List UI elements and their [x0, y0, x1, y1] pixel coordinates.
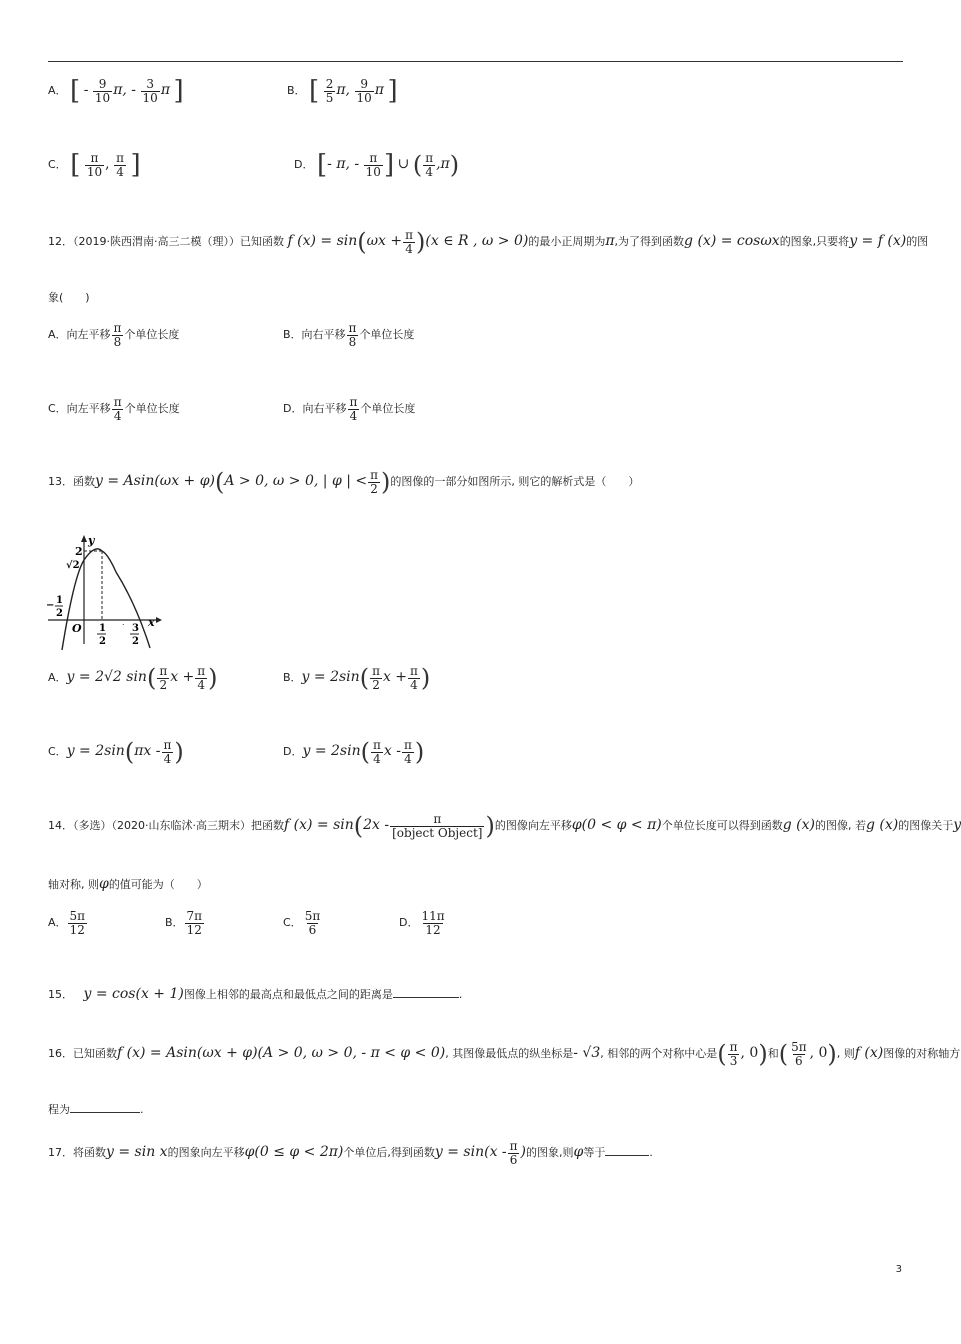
question-number: 16．已知函数: [48, 1047, 117, 1060]
page-number: 3: [895, 1264, 902, 1275]
fraction: $\frac{\pi}{4}$: [197, 663, 206, 692]
fraction: $\frac{9}{10}$: [356, 76, 372, 105]
fraction: $\frac{\pi}{10}$: [365, 150, 381, 179]
fraction: $\frac{5\pi}{6}$: [791, 1039, 807, 1068]
tick-label-sqrt2: √2: [66, 560, 80, 571]
union-symbol: ∪: [397, 156, 410, 172]
math-text: π, -: [113, 82, 137, 98]
fraction: $\frac{5\pi}{12}$: [69, 909, 86, 937]
fraction: $\frac{9}{10}$: [94, 76, 111, 105]
q11-option-d[interactable]: D． [- π, - $\frac{\pi}{10}$ ] ∪ ( $\frac{\pi}{4}$ ,π): [294, 150, 460, 180]
fraction: $\frac{\pi}{4}$: [116, 150, 124, 179]
q11-option-a[interactable]: A． [ - $\frac{9}{10}$ π, - $\frac{3}{10}$ π ]: [48, 76, 184, 106]
svg-text:.: .: [122, 618, 125, 627]
fraction: $\frac{\pi}{\text{[object Object]}}$: [392, 811, 483, 840]
q13-stem: 13．函数y = Asin(ωx + φ)(A > 0, ω > 0, | φ | < $\frac{\pi}{2}$ )的图像的一部分如图所示, 则它的解析式是（ ）: [48, 467, 640, 496]
fraction: $\frac{\pi}{3}$: [729, 1039, 738, 1068]
fraction: $\frac{\pi}{4}$: [163, 737, 172, 766]
fraction: $\frac{7\pi}{12}$: [186, 909, 203, 937]
fraction: $\frac{\pi}{8}$: [113, 321, 122, 349]
tick-label-x1-num: 1: [99, 623, 106, 634]
q12-option-c[interactable]: C．向左平移 $\frac{\pi}{4}$ 个单位长度: [48, 395, 180, 423]
q15-stem: 15． y = cos(x + 1)图像上相邻的最高点和最低点之间的距离是 .: [48, 986, 463, 1002]
math-text: - π, -: [327, 156, 360, 172]
q16-stem: 16．已知函数f (x) = Asin(ωx + φ)(A > 0, ω > 0, - π < φ < 0), 其图像最低点的纵坐标是- √3, 相邻的两个对称中心是( $\frac{\pi}{3}$ , 0)和( $\frac{5\pi}{6}$ , 0), 则f (x)图像的对称轴方: [48, 1039, 961, 1068]
q13-option-b[interactable]: B．y = 2sin( $\frac{\pi}{2}$ x + $\frac{\pi}{4}$ ): [283, 663, 431, 692]
answer-blank[interactable]: [70, 1102, 140, 1113]
x-label: x: [148, 616, 155, 629]
q14-option-b[interactable]: B． $\frac{7\pi}{12}$: [165, 909, 203, 937]
fraction: $\frac{\pi}{6}$: [509, 1139, 518, 1167]
math-text: ,: [105, 156, 110, 172]
q11-option-b[interactable]: B． [ $\frac{2}{5}$ π, $\frac{9}{10}$ π ]: [287, 76, 398, 106]
option-label: A．: [48, 84, 67, 97]
q11-option-c[interactable]: C． [ $\frac{\pi}{10}$ , $\frac{\pi}{4}$ ]: [48, 150, 141, 180]
tick-label-2: 2: [75, 545, 83, 558]
fraction: $\frac{\pi}{10}$: [86, 150, 103, 179]
q12-option-d[interactable]: D．向右平移 $\frac{\pi}{4}$ 个单位长度: [283, 395, 416, 423]
x-axis-arrow: [156, 617, 162, 623]
y-axis-arrow: [81, 535, 87, 542]
q13-option-c[interactable]: C．y = 2sin(πx - $\frac{\pi}{4}$ ): [48, 737, 184, 766]
question-source: （2019·陕西渭南·高三二模（理））已知函数: [73, 235, 284, 248]
question-number: 15．: [48, 988, 73, 1001]
q13-graph: [44, 532, 164, 650]
fraction: $\frac{11\pi}{12}$: [421, 909, 445, 937]
question-source: （多选）（2020·山东临沭·高三期末）把函数: [73, 819, 284, 832]
q12-option-a[interactable]: A．向左平移 $\frac{\pi}{8}$ 个单位长度: [48, 321, 180, 349]
q14-option-d[interactable]: D． $\frac{11\pi}{12}$: [399, 909, 445, 937]
fraction: $\frac{\pi}{2}$: [370, 467, 378, 496]
q14-stem-line2: 轴对称, 则φ的值可能为（ ）: [48, 876, 208, 892]
tick-label-neg-sign: −: [46, 600, 55, 611]
tick-label-neg-half-den: 2: [56, 608, 63, 619]
fraction: $\frac{\pi}{4}$: [405, 227, 414, 256]
question-number: 17．将函数: [48, 1146, 106, 1160]
fraction: $\frac{2}{5}$: [325, 76, 334, 105]
fraction: $\frac{\pi}{4}$: [349, 395, 358, 423]
q14-option-c[interactable]: C． $\frac{5\pi}{6}$: [283, 909, 321, 937]
q16-stem-line2: 程为 .: [48, 1103, 144, 1116]
fraction: $\frac{\pi}{2}$: [372, 663, 380, 692]
q13-option-d[interactable]: D．y = 2sin( $\frac{\pi}{4}$ x - $\frac{\pi}{4}$ ): [283, 737, 425, 766]
answer-blank[interactable]: [605, 1145, 649, 1156]
q17-stem: 17．将函数y = sin x的图象向左平移φ(0 ≤ φ < 2π)个单位后,得到函数y = sin(x - $\frac{\pi}{6}$ )的图象,则φ等于 .: [48, 1139, 653, 1167]
fraction: $\frac{\pi}{4}$: [425, 150, 434, 179]
q12-stem: 12．（2019·陕西渭南·高三二模（理））已知函数 f (x) = sin(ωx + $\frac{\pi}{4}$ )(x ∈ R , ω > 0)的最小正周期为π,为了得到函数g (x) = cosωx的图象,只要将y = f (x)的图: [48, 227, 929, 256]
question-number: 13．函数: [48, 475, 95, 488]
math-text: ,π: [436, 156, 450, 172]
q14-option-a[interactable]: A． $\frac{5\pi}{12}$: [48, 909, 86, 937]
option-label: C．: [48, 158, 67, 171]
top-rule: [48, 61, 903, 62]
q14-stem: 14．（多选）（2020·山东临沭·高三期末）把函数f (x) = sin(2x - $\frac{\pi}{\text{[object Object]}}$ )的图像向左平移φ(0 < φ < π)个单位长度可以得到函数g (x)的图像, 若g (x)的图像关于y: [48, 811, 961, 840]
answer-blank[interactable]: [393, 987, 459, 998]
math-text: π,: [336, 82, 350, 98]
fraction: $\frac{\pi}{4}$: [410, 663, 418, 692]
fraction: $\frac{3}{10}$: [142, 76, 158, 105]
origin-label: O: [72, 622, 82, 635]
q12-option-b[interactable]: B．向右平移 $\frac{\pi}{8}$ 个单位长度: [283, 321, 415, 349]
math-text: π: [160, 82, 171, 98]
option-label: D．: [294, 158, 314, 171]
option-label: B．: [287, 84, 306, 97]
fraction: $\frac{5\pi}{6}$: [304, 909, 321, 937]
fraction: $\frac{\pi}{4}$: [113, 395, 122, 423]
question-number: 14．: [48, 819, 73, 832]
fraction: $\frac{\pi}{2}$: [159, 663, 168, 692]
y-label: y: [88, 534, 95, 547]
question-number: 12．: [48, 235, 73, 248]
q12-stem-line2: 象( ): [48, 291, 90, 304]
math-text: π: [374, 82, 384, 98]
tick-label-x2-den: 2: [132, 636, 139, 647]
tick-label-x1-den: 2: [99, 636, 106, 647]
tick-label-neg-half-num: 1: [56, 595, 63, 606]
fraction: $\frac{\pi}{4}$: [403, 737, 412, 766]
math-text: -: [83, 82, 89, 98]
q13-option-a[interactable]: A．y = 2√2 sin( $\frac{\pi}{2}$ x + $\frac{\pi}{4}$ ): [48, 663, 218, 692]
fraction: $\frac{\pi}{4}$: [373, 737, 381, 766]
tick-label-x2-num: 3: [132, 623, 139, 634]
fraction: $\frac{\pi}{8}$: [348, 321, 357, 349]
